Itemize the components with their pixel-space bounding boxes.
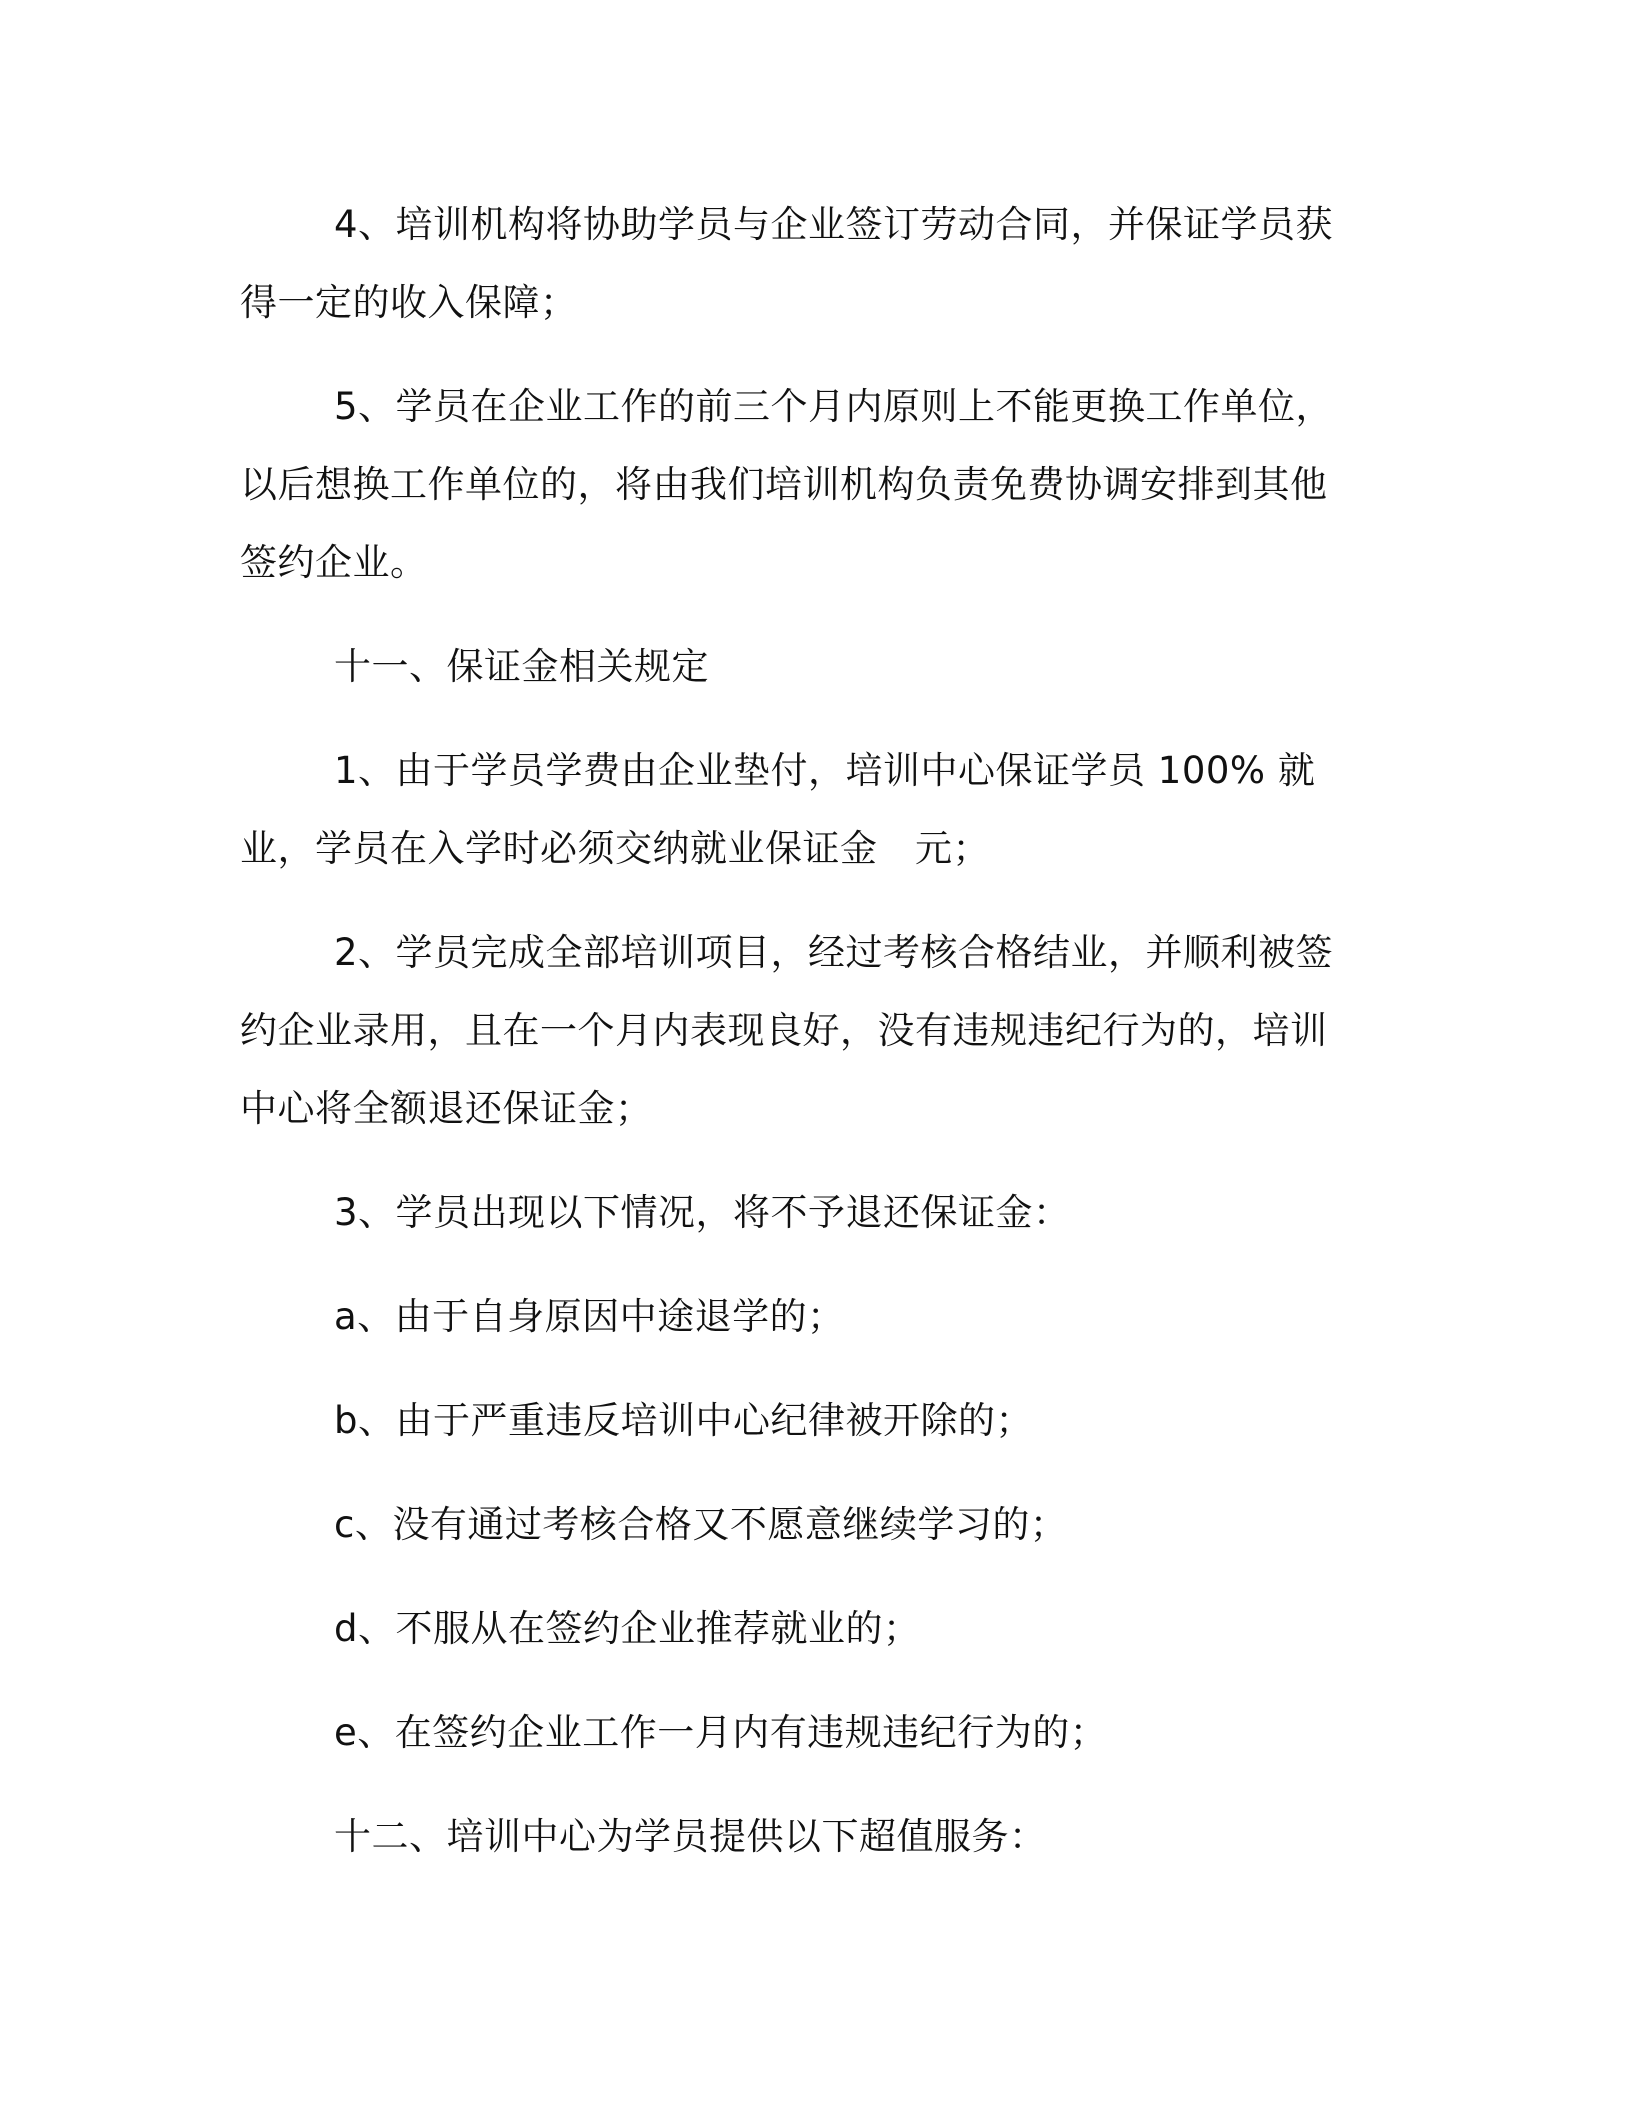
list-item-c: c、没有通过考核合格又不愿意继续学习的； [334, 1503, 1068, 1546]
paragraph-deposit-3: 3、学员出现以下情况，将不予退还保证金： [334, 1191, 1071, 1234]
paragraph-deposit-1: 1、由于学员学费由企业垫付，培训中心保证学员 100% 就业，学员在入学时必须交纳就业保证金 元； [240, 749, 1316, 870]
list-item-b: b、由于严重违反培训中心纪律被开除的； [334, 1399, 1033, 1442]
paragraph-item-5: 5、学员在企业工作的前三个月内原则上不能更换工作单位，以后想换工作单位的，将由我们培训机构负责免费协调安排到其他签约企业。 [240, 385, 1334, 584]
document-page [240, 186, 1360, 1902]
paragraph-deposit-2: 2、学员完成全部培训项目，经过考核合格结业，并顺利被签约企业录用，且在一个月内表现良好，没有违规违纪行为的，培训中心将全额退还保证金； [240, 931, 1334, 1130]
section-heading-11: 十一、保证金相关规定 [334, 645, 709, 688]
list-item-a: a、由于自身原因中途退学的； [334, 1295, 845, 1338]
section-heading-12: 十二、培训中心为学员提供以下超值服务： [334, 1815, 1047, 1858]
list-item-e: e、在签约企业工作一月内有违规违纪行为的； [334, 1711, 1108, 1754]
paragraph-item-4: 4、培训机构将协助学员与企业签订劳动合同，并保证学员获得一定的收入保障； [240, 203, 1334, 324]
list-item-d: d、不服从在签约企业推荐就业的； [334, 1607, 921, 1650]
